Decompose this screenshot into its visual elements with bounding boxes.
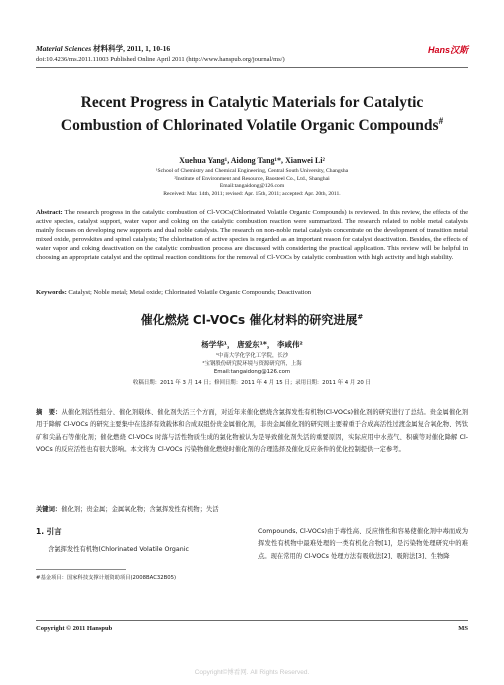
- affiliation-email: Email:tangaidong@126.com: [219, 183, 285, 189]
- body-column-left: 含氯挥发性有机物(Chlorinated Volatile Organic: [48, 546, 189, 553]
- journal-issue: , 2011, 1, 10-16: [123, 44, 171, 53]
- footnote-divider: [36, 569, 126, 570]
- publisher-logo: Hans汉斯: [427, 45, 468, 55]
- affiliation-1: ¹School of Chemistry and Chemical Engineering, Central South University, Changsha: [155, 168, 349, 174]
- journal-header: [36, 43, 468, 63]
- affiliation-2: ²Institute of Environment and Resource, Baosteel Co., Ltd., Shanghai: [174, 175, 330, 182]
- header-divider: [36, 67, 468, 68]
- paper-title-cn: [36, 311, 468, 328]
- keywords-cn-label: 关键词：: [36, 506, 62, 513]
- received-dates-cn: 收稿日期：2011 年 3 月 14 日；修回日期：2011 年 4 月 15 日；录用日期：2011 年 4 月 20 日: [133, 380, 371, 386]
- doi-line: doi:10.4236/ms.2011.11003 Published Online April 2011 (http://www.hanspub.org/journal/ms/): [36, 56, 285, 63]
- affiliation-cn-email: Email:tangaidong@126.com: [213, 369, 291, 375]
- abstract-cn: [36, 407, 468, 456]
- title-cn-text: 催化燃烧 Cl-VOCs 催化材料的研究进展: [140, 313, 358, 327]
- keywords-en: [36, 289, 468, 296]
- footer-copyright: Copyright © 2011 Hanspub: [36, 625, 113, 632]
- keywords-cn: [36, 504, 468, 513]
- watermark: Copyright©博看网. All Rights Reserved.: [194, 669, 310, 676]
- body-column-right: Compounds, Cl-VOCs)由于毒性高、反应惰性和容易使催化剂中毒而成为挥发性有机物中最难处理的一类有机化合物[1]，是污染物处理研究中的难点。现在常用的 Cl-VOCs 处理方法有吸收法[2]、吸附法[3]、生物降: [258, 528, 468, 560]
- authors-cn: 杨学华¹， 唐爱东¹*， 李咸伟²: [201, 340, 303, 349]
- journal-name-cn: 材料科学: [93, 44, 124, 53]
- affiliation-cn-1: ¹中南大学化学化工学院，长沙: [215, 353, 289, 359]
- abstract-label: Abstract:: [36, 209, 63, 216]
- title-footnote-mark: #: [438, 116, 444, 126]
- section-heading-intro: 1. 引言: [36, 527, 62, 536]
- received-dates: Received: Mar. 14th, 2011; revised: Apr. 15th, 2011; accepted: Apr. 20th, 2011.: [163, 190, 341, 197]
- title-cn-footnote-mark: #: [357, 313, 364, 321]
- keywords-text: Catalyst; Noble metal; Metal oxide; Chlorinated Volatile Organic Compounds; Deactivation: [66, 289, 312, 296]
- keywords-cn-text: 催化剂；贵金属；金属氧化物；含氯挥发性有机物；失活: [61, 506, 219, 513]
- footer-divider: [36, 620, 468, 621]
- authors-en: Xuehua Yang¹, Aidong Tang¹*, Xianwei Li²: [179, 156, 325, 165]
- abstract-en: [36, 209, 468, 262]
- abstract-cn-text: 从催化剂活性组分、催化剂载体、催化剂失活三个方面，对近年来催化燃烧含氯挥发性有机物(Cl-VOCs)催化剂的研究进行了总结。贵金属催化剂用于降解 Cl-VOCs 的研究主要集中在选择有效载体和合成双组份贵金属催化剂，非贵金属催化剂的研究则主要着重于合成高活性过渡金属复合氧化物、钙钛矿和尖晶石等催化剂；催化燃烧 Cl-VOCs 时落与活性物质生成的氯化物被认为是导致催化剂失活的重要原因，实际应用中水蒸气、积碳等对催化降解 Cl-VOCs 的反应活性也有很大影响。本文将为 Cl-VOCs 污染物催化燃烧时催化剂的合理选择及催化反应条件的优化控制提供一定参考。: [36, 409, 469, 453]
- affiliation-cn-2: ²宝钢股份研究院环境与资源研究所，上海: [202, 361, 302, 367]
- keywords-label: Keywords:: [36, 289, 67, 296]
- journal-name: Material Sciences: [36, 44, 92, 53]
- abstract-text: The research progress in the catalytic combustion of Cl-VOCs(Chlorinated Volatile Organic Compounds) is reviewed. In this review, the effects of the active species, catalyst support, water vapor and coking on the catalytic combustion reaction were summarized. The research related to noble metal catalysts mainly focuses on developing new supports and dual noble catalysts. The research on non-noble metal catalysts concentrate on the development of transition metal mixed oxide, perovskites and spinel catalysts; The chlorination of active species is regarded as an important reason for catalyst deactivation. Besides, the effects of water vapor and coking deactivation on the catalytic combustion process are discussed with considering the practical application. This review will be helpful in choosing an appropriate catalyst and the optimal reaction conditions for the removal of Cl-VOCs by catalytic combustion with high activity and high stability.: [36, 209, 468, 261]
- footnote-funding: #基金项目：国家科技支撑计划资助项目(2008BAC32B05): [36, 575, 177, 581]
- footer-journal-abbrev: MS: [458, 625, 468, 632]
- paper-title-en: [60, 94, 444, 135]
- title-text: Recent Progress in Catalytic Materials for Catalytic Combustion of Chlorinated Volatile Organic Compounds: [60, 94, 439, 135]
- journal-line: [36, 43, 468, 54]
- abstract-cn-label: 摘 要：: [36, 409, 62, 416]
